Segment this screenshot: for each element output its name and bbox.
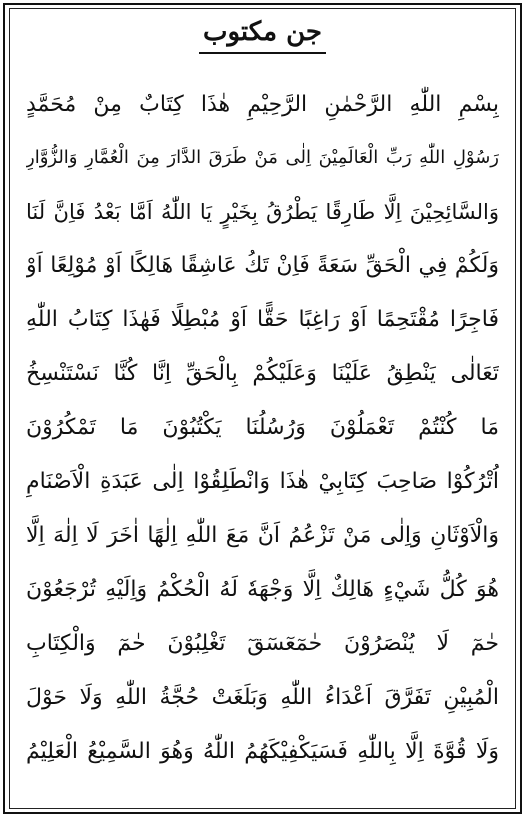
page-title: [0, 14, 525, 54]
text-line: هُوَ كُلُّ شَيْءٍ هَالِكٌ اِلَّا وَجْهَهٗ لَهُ الْحُكْمُ وَاِلَيْهِ تُرْجَعُوْنَ: [26, 577, 499, 602]
text-line: وَالسَّائِحِيْنَ اِلَّا طَارِقًا يَطْرُقُ بِخَيْرٍ يَا اللّٰهُ اَمَّا بَعْدُ فَاِنَّ لَنَا: [26, 200, 499, 224]
text-line: اُتْرُكُوْا صَاحِبَ كِتَابِيْ هٰذَا وَانْطَلِقُوْا اِلٰى عَبَدَةِ الْاَصْنَامِ: [26, 469, 499, 494]
text-line: وَلَكُمْ فِي الْحَقِّ سَعَةً فَاِنْ تَكُ عَاشِقًا هَالِكًا اَوْ مُوْلِعًا اَوْ: [26, 253, 499, 278]
text-line: مَا كُنْتُمْ تَعْمَلُوْنَ وَرُسُلُنَا يَكْتُبُوْنَ مَا تَمْكُرُوْنَ: [26, 415, 499, 440]
text-line: فَاجِرًا مُقْتَحِمًا اَوْ رَاغِبًا حَقًّا اَوْ مُبْطِلًا فَهٰذَا كِتَابُ اللّٰهِ: [26, 307, 499, 332]
text-line: رَسُوْلِ اللّٰهِ رَبِّ الْعَالَمِيْنَ اِلٰى مَنْ طَرَقَ الدَّارَ مِنَ الْعُمَّارِ وَالزُّوَّارِ: [26, 147, 499, 168]
text-line: وَلَا قُوَّةَ اِلَّا بِاللّٰهِ فَسَيَكْفِيْكَهُمُ اللّٰهُ وَهُوَ السَّمِيْعُ الْعَلِيْمُ: [26, 739, 499, 764]
title-text: جن مكتوب: [199, 14, 326, 54]
text-line: بِسْمِ اللّٰهِ الرَّحْمٰنِ الرَّحِيْمِ هٰذَا كِتَابٌ مِنْ مُحَمَّدٍ: [26, 92, 499, 117]
text-line: الْمُبِيْنِ تَفَرَّقَ اَعْدَاءُ اللّٰهِ وَبَلَغَتْ حُجَّةُ اللّٰهِ وَلَا حَوْلَ: [26, 685, 499, 710]
text-line: حٰمٓ لَا يُنْصَرُوْنَ حٰمٓعٓسٓقٓ تَغْلِبُوْنَ حٰمٓ وَالْكِتَابِ: [26, 631, 499, 656]
text-line: وَالْاَوْثَانِ وَاِلٰى مَنْ تَزْعُمُ اَنَّ مَعَ اللّٰهِ اِلٰهًا اٰخَرَ لَا اِلٰهَ اِلَّا: [26, 523, 499, 548]
text-line: تَعَالٰى يَنْطِقُ عَلَيْنَا وَعَلَيْكُمْ بِالْحَقِّ اِنَّا كُنَّا نَسْتَنْسِخُ: [26, 361, 499, 386]
